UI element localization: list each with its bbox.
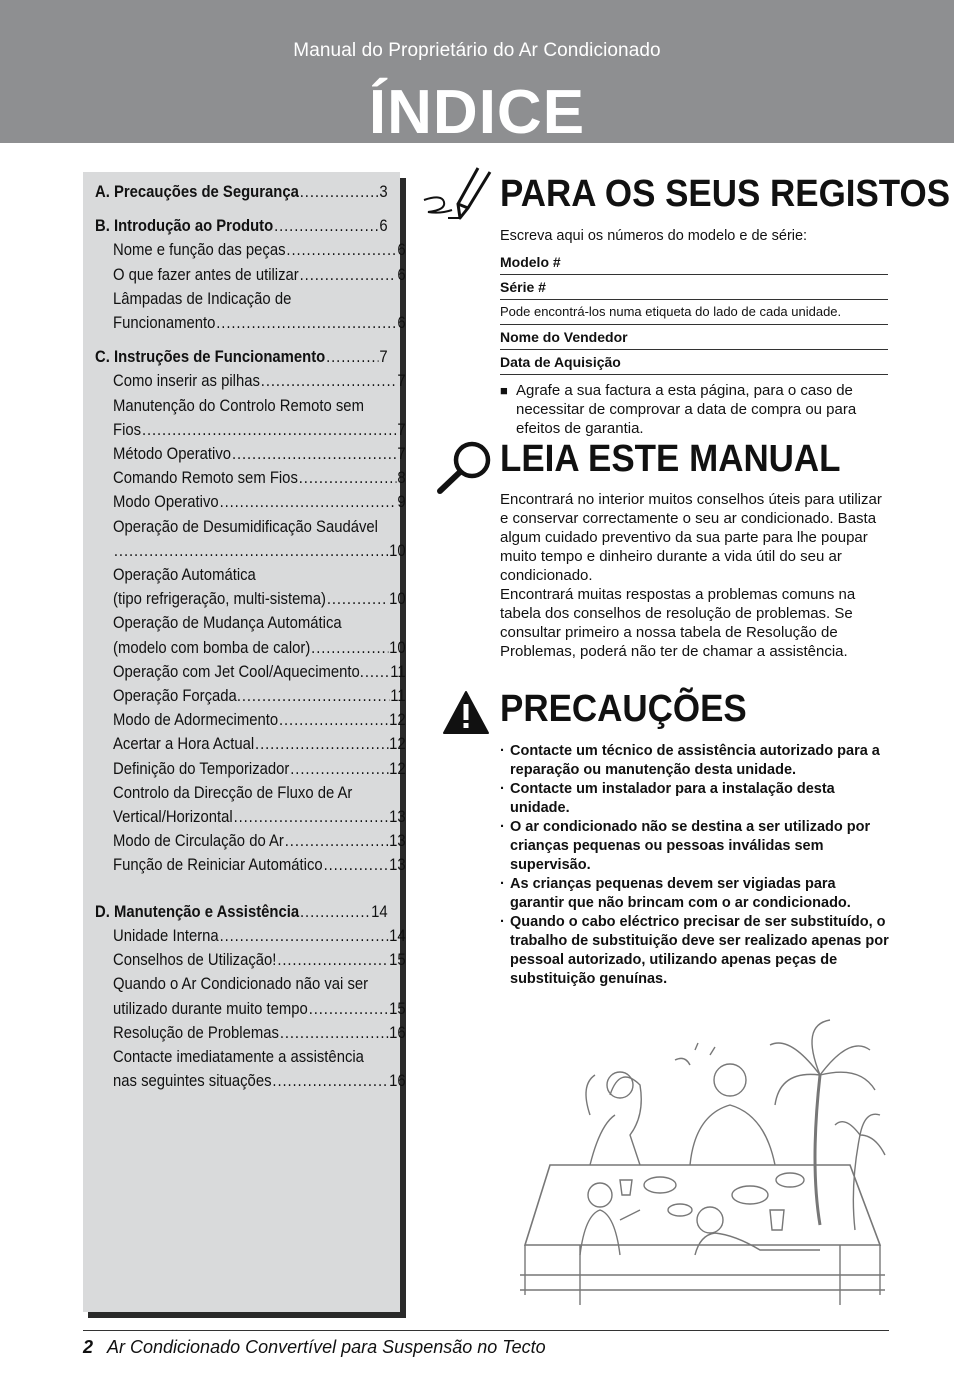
toc-page-number: 11 — [390, 687, 406, 706]
toc-entry-title: Modo de Adormecimento — [113, 711, 279, 730]
toc-page-number: 9 — [397, 493, 406, 512]
toc-entry-title: Acertar a Hora Actual — [113, 735, 255, 754]
toc-entry[interactable] — [95, 263, 406, 287]
toc-entry[interactable] — [95, 757, 406, 781]
toc-entry-text[interactable]: Operação Automática — [113, 566, 256, 585]
precaution-item: · O ar condicionado não se destina a ser utilizado por crianças pequenas ou pessoas inválidas sem supervisão. — [500, 819, 871, 873]
toc-entry-text[interactable]: Operação de Desumidificação Saudável — [113, 517, 378, 536]
toc-section — [95, 900, 406, 1094]
toc-page-number: 6 — [397, 314, 406, 333]
toc-page-number: 11 — [390, 662, 406, 681]
precautions-heading: PRECAUÇÕES — [500, 688, 747, 730]
model-field[interactable]: Modelo # — [500, 250, 888, 275]
toc-entry-title: nas seguintes situações — [113, 1072, 272, 1091]
manual-subtitle: Manual do Proprietário do Ar Condicionado — [293, 40, 661, 61]
toc-entry-title: Conselhos de Utilização! — [113, 951, 277, 970]
toc-page-number: 10 — [389, 638, 406, 657]
page-header — [0, 0, 954, 147]
toc-entry[interactable] — [95, 369, 406, 393]
toc-section-heading[interactable] — [95, 345, 388, 369]
toc-entry-title: Operação com Jet Cool/Aquecimento. — [113, 662, 364, 681]
bullet-icon: · — [500, 743, 505, 759]
toc-entry[interactable] — [95, 684, 406, 708]
toc-entry-title: Nome e função das peças — [113, 241, 286, 260]
page-title: ÍNDICE — [368, 78, 586, 147]
toc-entry[interactable] — [95, 732, 406, 756]
read-manual-paragraph-2: Encontrará muitas respostas a problemas comuns na tabela dos conselhos de resolução de problemas. Se consultar primeiro a nossa tabela de Resolução de Problemas, poderá não ter de chamar a assistência. — [500, 586, 856, 660]
toc-entry-text[interactable]: Contacte imediatamente a assistência — [113, 1047, 364, 1066]
footer-title: Ar Condicionado Convertível para Suspensão no Tecto — [107, 1337, 546, 1357]
toc-page-number: 12 — [389, 711, 406, 730]
toc-page-number: 14 — [371, 902, 388, 921]
toc-entry-title: Operação Forçada. — [113, 687, 241, 706]
toc-page-number: 6 — [397, 265, 406, 284]
toc-entry-text[interactable]: Lâmpadas de Indicação de — [113, 289, 292, 308]
read-manual-heading: LEIA ESTE MANUAL — [500, 438, 841, 480]
toc-section — [95, 345, 406, 877]
toc-section — [95, 180, 388, 204]
toc-entry[interactable] — [95, 587, 406, 611]
toc-entry-title: Vertical/Horizontal — [113, 808, 233, 827]
toc-page-number: 16 — [389, 1023, 406, 1042]
page-footer — [83, 1337, 546, 1358]
toc-entry-text[interactable]: Operação de Mudança Automática — [113, 614, 342, 633]
toc-entry-title: Modo de Circulação do Ar — [113, 832, 284, 851]
toc-entry-title: Definição do Temporizador — [113, 759, 290, 778]
toc-page-number: 7 — [397, 420, 406, 439]
family-picnic-illustration — [520, 1015, 890, 1315]
precaution-item: · Contacte um instalador para a instalação desta unidade. — [500, 781, 835, 816]
toc-page-number: 10 — [389, 541, 406, 560]
toc-section-heading[interactable] — [95, 180, 388, 204]
toc-entry-text[interactable]: Quando o Ar Condicionado não vai ser — [113, 975, 369, 994]
toc-entry[interactable] — [95, 490, 406, 514]
toc-page-number: 13 — [389, 856, 406, 875]
toc-page-number: 6 — [397, 241, 406, 260]
bullet-icon: · — [500, 781, 505, 797]
toc-page-number: 15 — [389, 999, 406, 1018]
toc-page-number: 3 — [379, 183, 388, 201]
toc-page-number: 13 — [389, 808, 406, 827]
toc-heading-title: C. Instruções de Funcionamento — [95, 348, 326, 367]
toc-page-number: 7 — [397, 372, 406, 391]
toc-entry-text[interactable]: Manutenção do Controlo Remoto sem — [113, 396, 364, 415]
toc-page-number: 6 — [379, 217, 388, 236]
toc-page-number: 7 — [397, 445, 406, 464]
bullet-icon: · — [500, 819, 505, 835]
precautions-list — [500, 742, 890, 989]
toc-page-number: 12 — [389, 759, 406, 778]
square-bullet-icon: ■ — [500, 383, 508, 398]
toc-page-number: 7 — [379, 348, 388, 367]
toc-entry-title: Método Operativo — [113, 445, 232, 464]
toc-section — [95, 214, 406, 335]
toc-page-number: 10 — [389, 590, 406, 609]
warning-icon — [442, 690, 490, 736]
toc-entry-title: utilizado durante muito tempo — [113, 999, 308, 1018]
toc-entry-title: O que fazer antes de utilizar — [113, 265, 299, 284]
toc-entry[interactable] — [95, 805, 406, 829]
dealer-field[interactable]: Nome do Vendedor — [500, 324, 888, 350]
serial-field[interactable]: Série # — [500, 275, 888, 300]
purchase-date-field[interactable]: Data de Aquisição — [500, 350, 888, 375]
read-manual-paragraph-1: Encontrará no interior muitos conselhos úteis para utilizar e conservar correctamente o seu ar condicionado. Basta algum cuidado preventivo da sua parte para lhe poupar muito tempo e dinheiro durante a vida útil do seu ar condicionado. — [500, 491, 882, 584]
toc-entry[interactable] — [95, 636, 406, 660]
toc-entry[interactable] — [95, 311, 406, 335]
toc-entry-title: (modelo com bomba de calor) — [113, 638, 311, 657]
toc-heading-title: B. Introdução ao Produto — [95, 217, 274, 236]
precaution-item: · Quando o cabo eléctrico precisar de ser substituído, o trabalho de substituição deve ser realizado apenas por pessoal autorizado, utilizando apenas peças de substituição genuínas. — [500, 914, 889, 987]
toc-entry[interactable] — [95, 660, 406, 684]
toc-entry[interactable] — [95, 466, 406, 490]
precaution-item: · As crianças pequenas devem ser vigiadas para garantir que não brincam com o ar condicionado. — [500, 876, 851, 911]
toc-entry-title: (tipo refrigeração, multi-sistema) — [113, 590, 326, 609]
precaution-item: · Contacte um técnico de assistência autorizado para a reparação ou manutenção desta unidade. — [500, 743, 880, 778]
toc-entry-title: Função de Reiniciar Automático — [113, 856, 323, 875]
toc-entry-text[interactable]: Controlo da Direcção de Fluxo de Ar — [113, 783, 353, 802]
toc-entry[interactable] — [95, 418, 406, 442]
toc-entry[interactable] — [95, 853, 406, 877]
toc-entry[interactable] — [95, 238, 406, 262]
toc-entry[interactable] — [95, 948, 406, 972]
label-note: Pode encontrá-los numa etiqueta do lado de cada unidade. — [500, 304, 842, 319]
toc-entry-title: Resolução de Problemas — [113, 1023, 279, 1042]
toc-page-number: 8 — [397, 469, 406, 488]
bullet-icon: · — [500, 876, 505, 892]
pen-icon — [422, 166, 494, 228]
toc-page-number: 15 — [389, 951, 406, 970]
toc-page-number: 16 — [389, 1072, 406, 1091]
records-intro: Escreva aqui os números do modelo e de série: — [500, 228, 808, 244]
toc-entry[interactable] — [95, 997, 406, 1021]
toc-entry[interactable] — [95, 1069, 406, 1093]
toc-heading-title: A. Precauções de Segurança — [95, 183, 299, 201]
page-number: 2 — [83, 1337, 94, 1357]
invoice-note: ■ Agrafe a sua factura a esta página, para o caso de necessitar de comprovar a data de compra ou para efeitos de garantia. — [500, 382, 857, 437]
magnifier-icon — [436, 439, 494, 495]
records-heading: PARA OS SEUS REGISTOS — [500, 173, 951, 215]
toc-page-number: 14 — [389, 926, 406, 945]
toc-entry-title: Fios — [113, 420, 142, 439]
toc-entry-title: Unidade Interna — [113, 926, 219, 945]
toc-entry[interactable] — [95, 1021, 406, 1045]
footer-divider — [83, 1330, 889, 1331]
toc-section-heading[interactable] — [95, 900, 388, 924]
toc-entry-title: Como inserir as pilhas — [113, 372, 260, 391]
bullet-icon: · — [500, 914, 505, 930]
toc-entry[interactable] — [95, 708, 406, 732]
toc-heading-title: D. Manutenção e Assistência — [95, 902, 300, 921]
toc-entry-title: Comando Remoto sem Fios — [113, 469, 298, 488]
table-of-contents — [83, 172, 406, 1312]
toc-entry-title: Funcionamento — [113, 314, 216, 333]
toc-entry-title: Modo Operativo — [113, 493, 219, 512]
toc-page-number: 13 — [389, 832, 406, 851]
toc-section-heading[interactable] — [95, 214, 388, 238]
toc-entry[interactable] — [95, 539, 406, 563]
toc-entry[interactable] — [95, 829, 406, 853]
toc-entry[interactable] — [95, 924, 406, 948]
toc-entry[interactable] — [95, 442, 406, 466]
toc-page-number: 12 — [389, 735, 406, 754]
